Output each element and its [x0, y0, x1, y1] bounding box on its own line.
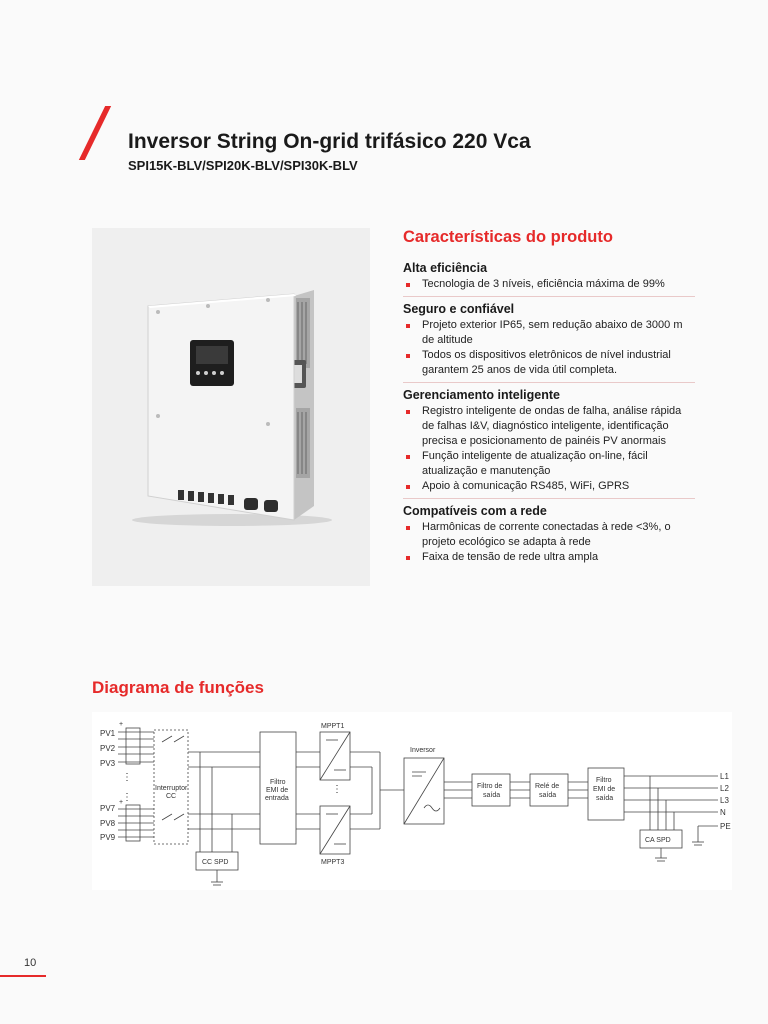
- pv-label: PV1: [100, 729, 116, 738]
- page-number: 10: [24, 957, 37, 969]
- page-number-underline: [0, 975, 46, 977]
- title-accent-slash: [79, 106, 111, 160]
- feature-item: Registro inteligente de ondas de falha, análise rápida de falhas I&V, diagnóstico inteligente, identificação precisa e posicionamento de painéis PV anormais: [403, 404, 695, 449]
- feature-item: Faixa de tensão de rede ultra ampla: [403, 550, 695, 565]
- feature-item: Função inteligente de atualização on-line, fácil atualização e manutenção: [403, 449, 695, 479]
- mppt-bottom-label: MPPT3: [321, 859, 345, 866]
- model-numbers: SPI15K-BLV/SPI20K-BLV/SPI30K-BLV: [128, 158, 358, 173]
- relay-label: Relé de: [535, 783, 560, 790]
- grid-label: L3: [720, 796, 729, 805]
- inverter-product-image: [92, 228, 370, 586]
- grid-label: L2: [720, 784, 729, 793]
- feature-group-title: Gerenciamento inteligente: [403, 388, 560, 402]
- pv-label: PV3: [100, 759, 116, 768]
- cc-spd-label: CC SPD: [202, 859, 229, 866]
- pv-label: PV7: [100, 804, 116, 813]
- feature-group-safety: [403, 302, 695, 383]
- feature-item: Tecnologia de 3 níveis, eficiência máxima de 99%: [403, 277, 695, 292]
- pv-label: PV9: [100, 833, 116, 842]
- product-features: [403, 228, 695, 574]
- switch-label: Interruptor: [155, 785, 188, 792]
- feature-group-efficiency: [403, 261, 695, 297]
- svg-text:+: +: [119, 721, 124, 728]
- grid-label: L1: [720, 772, 729, 781]
- pv-label: PV2: [100, 744, 116, 753]
- grid-label: PE: [720, 822, 731, 831]
- feature-item: Apoio à comunicação RS485, WiFi, GPRS: [403, 479, 695, 494]
- emi-in-label: EMI de: [266, 787, 289, 794]
- emi-out-label: saída: [596, 795, 614, 802]
- feature-group-title: Seguro e confiável: [403, 302, 515, 316]
- inverter-illustration-icon: [92, 228, 370, 586]
- relay-label: saída: [539, 792, 557, 799]
- features-heading: Características do produto: [403, 228, 613, 246]
- svg-text:⋮: ⋮: [332, 784, 342, 795]
- emi-out-label: Filtro: [596, 777, 612, 784]
- feature-group-grid: [403, 504, 695, 569]
- grid-label: N: [720, 808, 726, 817]
- feature-item: Harmônicas de corrente conectadas à rede <3%, o projeto ecológico se adapta à rede: [403, 520, 695, 550]
- switch-label: CC: [166, 793, 177, 800]
- page-title: Inversor String On-grid trifásico 220 Vca: [128, 130, 531, 153]
- feature-group-management: [403, 388, 695, 499]
- output-filter-label: Filtro de: [477, 783, 503, 790]
- function-diagram: [92, 712, 732, 890]
- svg-text:+: +: [119, 799, 124, 806]
- output-filter-label: saída: [483, 792, 501, 799]
- feature-group-title: Alta eficiência: [403, 261, 488, 275]
- emi-in-label: Filtro: [270, 779, 286, 786]
- mppt-top-label: MPPT1: [321, 723, 345, 730]
- svg-text:⋮: ⋮: [122, 792, 132, 803]
- feature-item: Projeto exterior IP65, sem redução abaixo de 3000 m de altitude: [403, 318, 695, 348]
- emi-in-label: entrada: [265, 795, 289, 802]
- feature-group-title: Compatíveis com a rede: [403, 504, 547, 518]
- diagram-heading: Diagrama de funções: [92, 678, 264, 697]
- svg-text:⋮: ⋮: [122, 772, 132, 783]
- pv-label: PV8: [100, 819, 116, 828]
- ca-spd-label: CA SPD: [645, 837, 671, 844]
- emi-out-label: EMI de: [593, 786, 616, 793]
- inverter-label: Inversor: [410, 747, 436, 754]
- feature-item: Todos os dispositivos eletrônicos de nível industrial garantem 25 anos de vida útil completa.: [403, 348, 695, 378]
